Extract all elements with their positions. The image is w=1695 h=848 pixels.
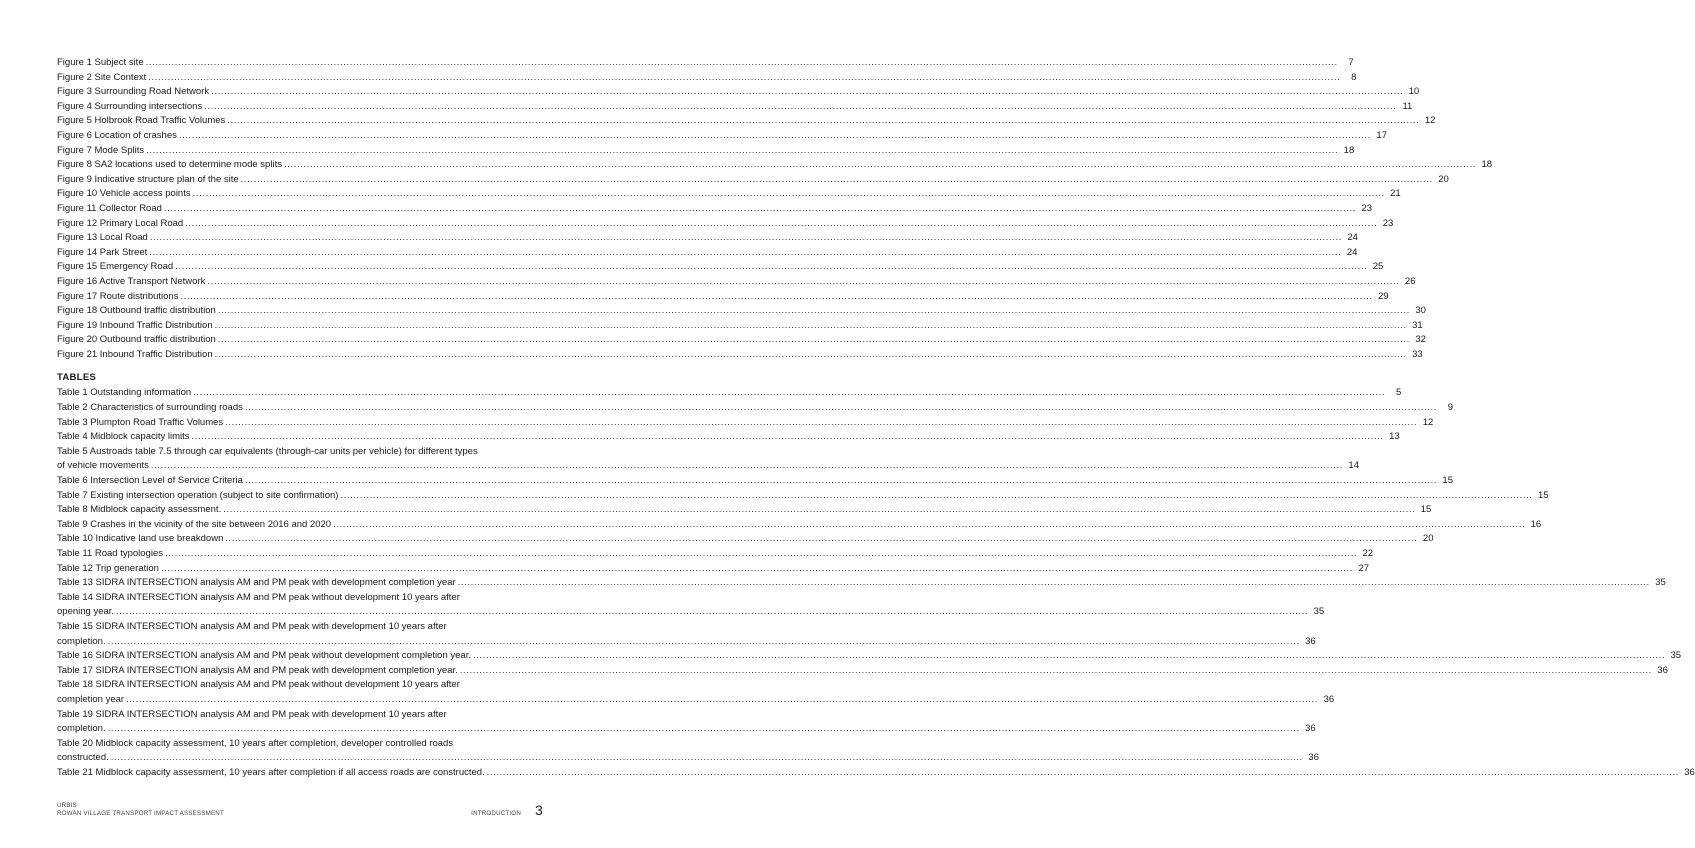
dot-leader <box>108 722 1300 737</box>
figure-entry-page-number: 18 <box>1343 144 1355 156</box>
figure-entry[interactable] <box>57 348 1423 363</box>
figure-entry[interactable] <box>57 304 1426 319</box>
figure-entry[interactable] <box>57 290 1389 305</box>
figure-entry-page-number: 7 <box>1348 57 1354 68</box>
dot-leader <box>179 129 1371 144</box>
table-entry-label-line1: Table 5 Austroads table 7.5 through car equivalents (through-car units per vehicle) for different types <box>57 445 478 457</box>
table-entry-page-number: 36 <box>1684 766 1695 778</box>
figure-entry[interactable] <box>57 158 1493 173</box>
figure-entry-page-number: 25 <box>1372 261 1384 273</box>
table-entry-label: Table 3 Plumpton Road Traffic Volumes <box>57 416 224 428</box>
footer-report-title: ROWAN VILLAGE TRANSPORT IMPACT ASSESSMENT <box>57 810 224 817</box>
table-entry-page-number: 35 <box>1670 650 1682 662</box>
dot-leader <box>165 547 1357 562</box>
dot-leader <box>175 260 1367 275</box>
list-of-tables <box>57 386 1695 780</box>
figure-entry-label: Figure 5 Holbrook Road Traffic Volumes <box>57 115 226 127</box>
dot-leader <box>340 489 1532 504</box>
table-entry-page-number: 27 <box>1358 562 1370 574</box>
table-entry-page-number: 12 <box>1422 416 1434 428</box>
table-entry[interactable] <box>57 678 1335 707</box>
figure-entry[interactable] <box>57 202 1373 217</box>
table-entry-page-number: 36 <box>1657 664 1668 676</box>
figure-entry-page-number: 23 <box>1361 202 1373 214</box>
dot-leader <box>204 100 1396 115</box>
figure-entry[interactable] <box>57 187 1401 202</box>
table-entry-page-number: 9 <box>1447 402 1453 414</box>
table-entry-page-number: 36 <box>1308 752 1319 764</box>
table-entry[interactable] <box>57 576 1666 591</box>
table-entry-page-number: 5 <box>1395 387 1402 399</box>
figure-entry-page-number: 18 <box>1481 159 1493 171</box>
table-entry[interactable] <box>57 532 1434 547</box>
table-entry-label: Table 8 Midblock capacity assessment. <box>57 504 222 516</box>
table-entry-page-number: 15 <box>1442 475 1453 487</box>
figure-entry[interactable] <box>57 217 1394 232</box>
figure-entry-label: Figure 3 Surrounding Road Network <box>57 86 210 98</box>
page-footer <box>57 802 543 818</box>
figure-entry[interactable] <box>57 319 1423 334</box>
figure-entry-page-number: 24 <box>1347 232 1358 244</box>
dot-leader <box>146 56 1338 71</box>
figure-entry[interactable] <box>57 275 1416 290</box>
footer-organisation: URBIS <box>57 802 77 809</box>
table-entry[interactable] <box>57 547 1374 562</box>
table-entry-label-line1: Table 14 SIDRA INTERSECTION analysis AM and PM peak without development 10 years after <box>57 591 460 603</box>
dot-leader <box>192 430 1384 445</box>
table-entry-label: of vehicle movements <box>57 460 149 472</box>
figure-entry-label: Figure 6 Location of crashes <box>57 129 177 141</box>
figure-entry[interactable] <box>57 260 1384 275</box>
table-of-contents <box>57 56 1695 781</box>
table-entry-page-number: 20 <box>1422 533 1434 545</box>
figure-entry[interactable] <box>57 100 1413 115</box>
table-entry-label: Table 21 Midblock capacity assessment, 10 years after completion if all access roads are constructed. <box>57 766 485 778</box>
tables-heading: TABLES <box>57 372 97 384</box>
table-entry[interactable] <box>57 737 1319 766</box>
figure-entry-page-number: 20 <box>1438 173 1449 185</box>
dot-leader <box>149 246 1341 261</box>
figure-entry[interactable] <box>57 173 1449 188</box>
footer-right <box>471 802 543 818</box>
figure-entry-page-number: 12 <box>1424 115 1436 127</box>
figure-entry-label: Figure 11 Collector Road <box>57 202 162 214</box>
figure-entry-label: Figure 9 Indicative structure plan of the site <box>57 173 239 185</box>
figure-entry-page-number: 17 <box>1376 129 1387 141</box>
table-entry-page-number: 35 <box>1655 577 1666 589</box>
table-entry-label: Table 10 Indicative land use breakdown <box>57 533 224 545</box>
table-entry-page-number: 15 <box>1420 504 1432 516</box>
figure-entry-page-number: 32 <box>1415 334 1426 346</box>
table-entry-label: Table 11 Road typologies <box>57 548 163 559</box>
dot-leader <box>211 85 1403 100</box>
table-entry-label-line1: Table 18 SIDRA INTERSECTION analysis AM and PM peak without development 10 years after <box>57 679 460 691</box>
table-entry-label: Table 12 Trip generation <box>57 562 159 574</box>
table-entry-label: opening year. <box>57 606 115 618</box>
dot-leader <box>223 503 1415 518</box>
table-entry-label: Table 13 SIDRA INTERSECTION analysis AM and PM peak with development completion year <box>57 577 456 589</box>
figure-entry-label: Figure 21 Inbound Traffic Distribution <box>57 348 213 360</box>
dot-leader <box>284 158 1476 173</box>
table-entry-page-number: 15 <box>1537 489 1549 501</box>
dot-leader <box>164 202 1356 217</box>
dot-leader <box>146 144 1338 159</box>
figure-entry-page-number: 23 <box>1382 217 1394 229</box>
dot-leader <box>487 766 1679 781</box>
table-entry[interactable] <box>57 474 1453 489</box>
figure-entry[interactable] <box>57 56 1354 71</box>
table-entry-label-line1: Table 19 SIDRA INTERSECTION analysis AM and PM peak with development 10 years after <box>57 708 447 720</box>
figure-entry-label: Figure 15 Emergency Road <box>57 261 174 273</box>
table-entry-label: completion year <box>57 693 125 705</box>
figure-entry-label: Figure 7 Mode Splits <box>57 144 145 156</box>
table-entry-page-number: 36 <box>1305 635 1316 647</box>
table-entry-label: Table 6 Intersection Level of Service Criteria <box>57 475 243 487</box>
dot-leader <box>218 333 1410 348</box>
table-entry[interactable] <box>57 620 1316 649</box>
figure-entry-label: Figure 18 Outbound traffic distribution <box>57 305 216 317</box>
table-entry-label: Table 17 SIDRA INTERSECTION analysis AM and PM peak with development completion year. <box>57 664 458 676</box>
table-entry-page-number: 16 <box>1530 518 1542 530</box>
figure-entry[interactable] <box>57 129 1387 144</box>
dot-leader <box>150 231 1342 246</box>
table-entry-label: Table 1 Outstanding information <box>57 387 192 399</box>
table-entry-label: Table 9 Crashes in the vicinity of the site between 2016 and 2020 <box>57 518 332 530</box>
dot-leader <box>245 474 1437 489</box>
figure-entry-page-number: 8 <box>1351 71 1357 83</box>
table-entry-label: Table 2 Characteristics of surrounding roads <box>57 402 243 414</box>
table-entry-label: completion. <box>57 723 106 735</box>
table-entry-label: Table 4 Midblock capacity limits <box>57 431 190 443</box>
figure-entry-page-number: 30 <box>1415 305 1426 317</box>
table-entry[interactable] <box>57 518 1542 533</box>
figure-entry-label: Figure 20 Outbound traffic distribution <box>57 334 216 346</box>
table-entry[interactable] <box>57 766 1695 781</box>
figure-entry-label: Figure 16 Active Transport Network <box>57 275 206 287</box>
table-entry-page-number: 36 <box>1323 693 1335 705</box>
table-entry[interactable] <box>57 708 1316 737</box>
dot-leader <box>185 217 1377 232</box>
table-entry-page-number: 36 <box>1305 723 1316 735</box>
table-entry-label-line1: Table 15 SIDRA INTERSECTION analysis AM and PM peak with development 10 years after <box>57 620 447 632</box>
page-number: 3 <box>535 802 543 818</box>
dot-leader <box>126 693 1318 708</box>
table-entry-label: Table 16 SIDRA INTERSECTION analysis AM and PM peak without development completion year. <box>57 650 471 662</box>
table-entry[interactable] <box>57 386 1402 401</box>
table-entry-label-line1: Table 20 Midblock capacity assessment, 10 years after completion, developer controlled roads <box>57 737 454 749</box>
figure-entry-label: Figure 19 Inbound Traffic Distribution <box>57 319 213 331</box>
table-entry[interactable] <box>57 562 1370 577</box>
figure-entry[interactable] <box>57 85 1420 100</box>
dot-leader <box>148 71 1340 86</box>
dot-leader <box>473 649 1665 664</box>
figure-entry-label: Figure 8 SA2 locations used to determine mode splits <box>57 159 282 171</box>
figure-entry-label: Figure 1 Subject site <box>57 57 144 68</box>
table-entry-label: completion. <box>57 635 106 647</box>
dot-leader <box>108 635 1300 650</box>
figure-entry-page-number: 11 <box>1402 100 1413 112</box>
dot-leader <box>245 401 1437 416</box>
figure-entry-label: Figure 13 Local Road <box>57 232 148 244</box>
figure-entry-page-number: 24 <box>1346 246 1358 258</box>
dot-leader <box>241 173 1433 188</box>
figure-entry-label: Figure 10 Vehicle access points <box>57 188 191 200</box>
figure-entry[interactable] <box>57 114 1436 129</box>
dot-leader <box>218 304 1410 319</box>
figure-entry[interactable] <box>57 231 1358 246</box>
dot-leader <box>227 114 1419 129</box>
footer-section-name: INTRODUCTION <box>471 810 521 817</box>
dot-leader <box>193 187 1385 202</box>
figure-entry[interactable] <box>57 246 1358 261</box>
list-of-figures <box>57 56 1493 362</box>
figure-entry-page-number: 26 <box>1404 275 1416 287</box>
figure-entry-label: Figure 2 Site Context <box>57 71 147 83</box>
table-entry[interactable] <box>57 664 1668 679</box>
dot-leader <box>458 576 1650 591</box>
figure-entry[interactable] <box>57 333 1426 348</box>
figure-entry-page-number: 21 <box>1390 188 1401 200</box>
dot-leader <box>180 290 1372 305</box>
table-entry-page-number: 13 <box>1389 431 1400 443</box>
figure-entry-page-number: 29 <box>1378 290 1389 302</box>
table-entry[interactable] <box>57 430 1400 445</box>
table-entry-page-number: 14 <box>1348 460 1359 472</box>
dot-leader <box>151 459 1343 474</box>
table-entry[interactable] <box>57 401 1453 416</box>
table-entry[interactable] <box>57 591 1325 620</box>
figure-entry-label: Figure 17 Route distributions <box>57 290 179 302</box>
dot-leader <box>161 562 1353 577</box>
table-entry-page-number: 35 <box>1313 606 1325 618</box>
figure-entry-label: Figure 4 Surrounding intersections <box>57 100 203 112</box>
figure-entry[interactable] <box>57 144 1355 159</box>
dot-leader <box>207 275 1399 290</box>
table-entry-label: Table 7 Existing intersection operation (subject to site confirmation) <box>57 489 339 501</box>
table-entry[interactable] <box>57 503 1432 518</box>
dot-leader <box>225 532 1417 547</box>
figure-entry[interactable] <box>57 71 1357 86</box>
figure-entry-label: Figure 14 Park Street <box>57 246 148 258</box>
table-entry-label: constructed. <box>57 752 109 764</box>
table-entry[interactable] <box>57 416 1434 431</box>
dot-leader <box>225 416 1417 431</box>
figure-entry-label: Figure 12 Primary Local Road <box>57 217 184 229</box>
dot-leader <box>460 664 1652 679</box>
dot-leader <box>116 605 1308 620</box>
dot-leader <box>193 386 1385 401</box>
dot-leader <box>215 319 1407 334</box>
table-entry-page-number: 22 <box>1362 548 1374 559</box>
dot-leader <box>333 518 1525 533</box>
table-entry[interactable] <box>57 649 1682 664</box>
figure-entry-page-number: 31 <box>1412 319 1423 331</box>
dot-leader <box>111 751 1303 766</box>
table-entry[interactable] <box>57 445 1359 474</box>
dot-leader <box>215 348 1407 363</box>
figure-entry-page-number: 33 <box>1412 348 1423 360</box>
figure-entry-page-number: 10 <box>1408 86 1420 98</box>
table-entry[interactable] <box>57 489 1549 504</box>
